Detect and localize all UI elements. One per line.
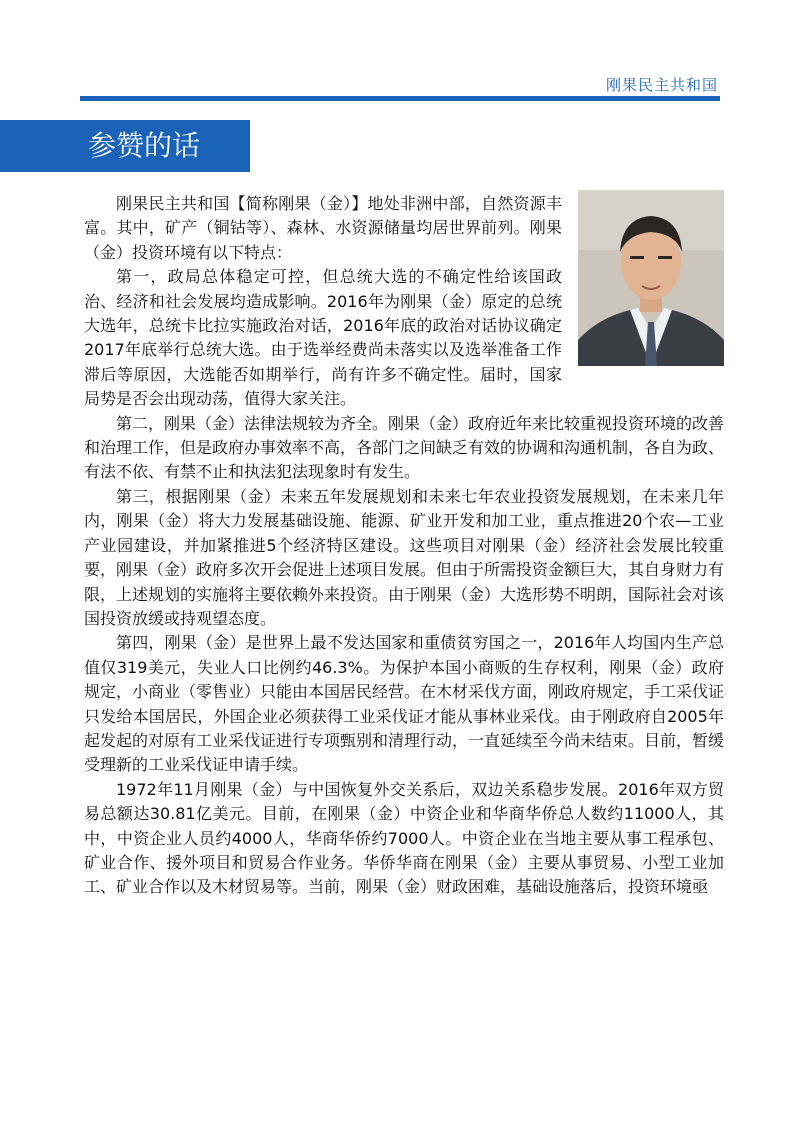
counselor-message-body: [84, 192, 724, 900]
section-banner: [0, 120, 250, 172]
running-header-title: 刚果民主共和国: [605, 76, 718, 94]
header-rule: [80, 96, 720, 101]
paragraph-fourth: 第四，刚果（金）是世界上最不发达国家和重债贫穷国之一，2016年人均国内生产总值仅319美元，失业人口比例约46.3%。为保护本国小商贩的生存权利，刚果（金）政府规定，小商业（零售业）只能由本国居民经营。在木材采伐方面，刚政府规定，手工采伐证只发给本国居民，外国企业必须获得工业采伐证才能从事林业采伐。由于刚政府自2005年起发起的对原有工业采伐证进行专项甄别和清理行动，一直延续至今尚未结束。目前，暂缓受理新的工业采伐证申请手续。: [84, 633, 725, 775]
paragraph-bilateral: 1972年11月刚果（金）与中国恢复外交关系后，双边关系稳步发展。2016年双方贸易总额达30.81亿美元。目前，在刚果（金）中资企业和华商华侨总人数约11000人，其中，中资企业人员约4000人，华商华侨约7000人。中资企业在当地主要从事工程承包、矿业合作、援外项目和贸易合作业务。华侨华商在刚果（金）主要从事贸易、小型工业加工、矿业合作以及木材贸易等。当前，刚果（金）财政困难，基础设施落后，投资环境亟: [84, 779, 724, 897]
paragraph-first: 第一，政局总体稳定可控，但总统大选的不确定性给该国政治、经济和社会发展均造成影响。2016年为刚果（金）原定的总统大选年，总统卡比拉实施政治对话，2016年底的政治对话协议确定2017年底举行总统大选。由于选举经费尚未落实以及选举准备工作滞后等原因，大选能否如期举行，尚有许多不确定性。届时，国家局势是否会出现动荡，值得大家关注。: [84, 267, 562, 409]
section-title: 参赞的话: [88, 129, 201, 162]
paragraph-third: 第三，根据刚果（金）未来五年发展规划和未来七年农业投资发展规划，在未来几年内，刚果（金）将大力发展基础设施、能源、矿业开发和加工业，重点推进20个农—工业产业园建设，并加紧推进5个经济特区建设。这些项目对刚果（金）经济社会发展比较重要，刚果（金）政府多次开会促进上述项目发展。但由于所需投资金额巨大，其自身财力有限，上述规划的实施将主要依赖外来投资。由于刚果（金）大选形势不明朗，国际社会对该国投资放缓或持观望态度。: [84, 486, 725, 628]
paragraph-intro: 刚果民主共和国【简称刚果（金）】地处非洲中部，自然资源丰富。其中，矿产（铜钴等）、森林、水资源储量均居世界前列。刚果（金）投资环境有以下特点：: [84, 194, 562, 262]
paragraph-second: 第二，刚果（金）法律法规较为齐全。刚果（金）政府近年来比较重视投资环境的改善和治理工作，但是政府办事效率不高，各部门之间缺乏有效的协调和沟通机制，各自为政、有法不依、有禁不止和执法犯法现象时有发生。: [84, 413, 725, 482]
